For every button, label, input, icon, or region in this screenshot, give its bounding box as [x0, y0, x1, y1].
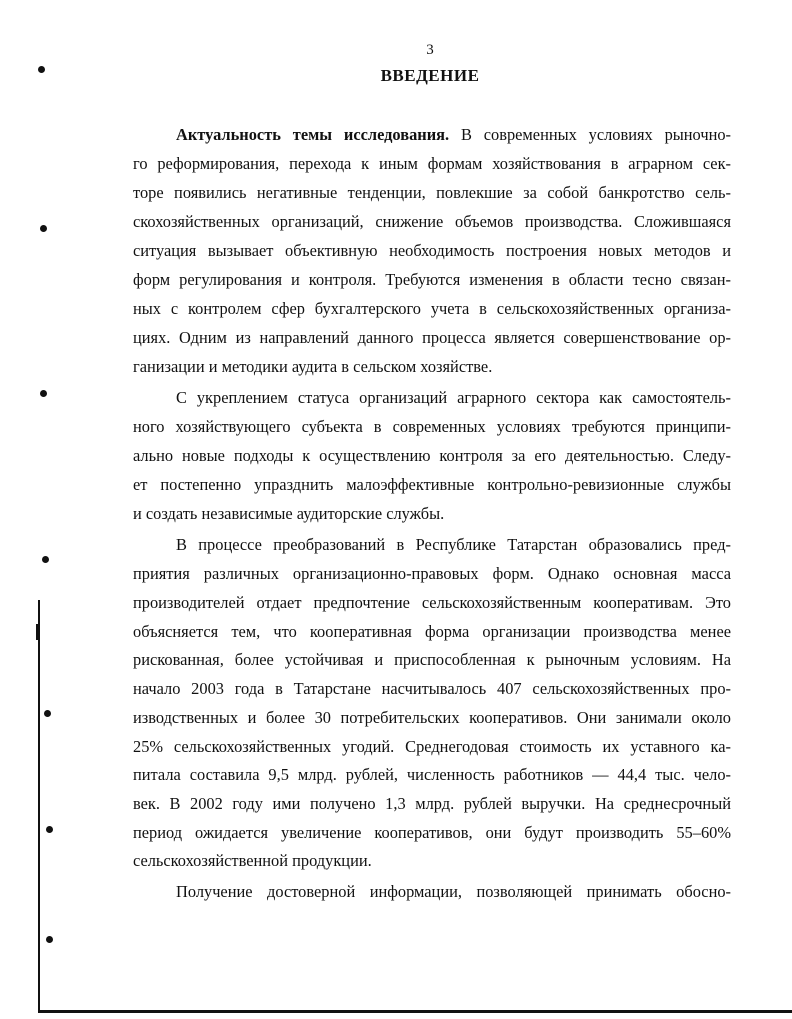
binder-hole-mark — [44, 710, 51, 717]
text-line: скохозяйственных организаций, снижение объемов производства. Сложившаяся — [133, 212, 731, 231]
binder-hole-mark — [40, 225, 47, 232]
page-title: ВВЕДЕНИЕ — [380, 66, 480, 85]
text-line: рискованная, более устойчивая и приспособленная к рыночным условиям. На — [133, 650, 731, 669]
text-line: и создать независимые аудиторские службы. — [133, 504, 445, 523]
binder-hole-mark — [46, 826, 53, 833]
text-line — [176, 123, 731, 147]
lead-phrase: Актуальность темы исследования. — [176, 125, 450, 144]
text-line: ет постепенно упразднить малоэффективные контрольно-ревизионные службы — [133, 475, 731, 494]
text-line: С укреплением статуса организаций аграрного сектора как самостоятель- — [176, 388, 731, 407]
binder-hole-mark — [46, 936, 53, 943]
text-line: сельскохозяйственной продукции. — [133, 851, 372, 870]
text-line: Получение достоверной информации, позволяющей принимать обосно- — [176, 882, 731, 901]
binder-hole-mark — [42, 556, 49, 563]
text-line: ситуация вызывает объективную необходимость построения новых методов и — [133, 241, 731, 260]
page-number: 3 — [426, 42, 434, 58]
text-line: ганизации и методики аудита в сельском хозяйстве. — [133, 357, 493, 376]
binder-hole-mark — [40, 390, 47, 397]
text-line: ных с контролем сфер бухгалтерского учета в сельскохозяйственных организа- — [133, 299, 731, 318]
text-line: питала составила 9,5 млрд. рублей, численность работников — 44,4 тыс. чело- — [133, 765, 731, 784]
text-line: период ожидается увеличение кооперативов, они будут производить 55–60% — [133, 823, 731, 842]
text-line: объясняется тем, что кооперативная форма организации производства менее — [133, 622, 731, 641]
text-line: В процессе преобразований в Республике Татарстан образовались пред- — [176, 535, 731, 554]
text-line: производителей отдает предпочтение сельскохозяйственным кооперативам. Это — [133, 593, 731, 612]
text-line: ально новые подходы к осуществлению контроля за его деятельностью. Следу- — [133, 446, 731, 465]
text-line: циях. Одним из направлений данного процесса является совершенствование ор- — [133, 328, 731, 347]
text-fragment: В современных условиях рыночно- — [460, 125, 731, 144]
text-line: ного хозяйствующего субъекта в современных условиях требуются принципи- — [133, 417, 731, 436]
text-line: 25% сельскохозяйственных угодий. Среднегодовая стоимость их уставного ка- — [133, 737, 731, 756]
left-scan-tick — [36, 624, 38, 640]
text-line: го реформирования, перехода к иным формам хозяйствования в аграрном сек- — [133, 154, 731, 173]
binder-hole-mark — [38, 66, 45, 73]
bottom-scan-border — [38, 1010, 792, 1013]
text-line: начало 2003 года в Татарстане насчитывалось 407 сельскохозяйственных про- — [133, 679, 731, 698]
text-line: форм регулирования и контроля. Требуются изменения в области тесно связан- — [133, 270, 731, 289]
left-scan-border — [38, 600, 40, 1012]
text-line: торе появились негативные тенденции, повлекшие за собой банкротство сель- — [133, 183, 731, 202]
text-line: изводственных и более 30 потребительских кооперативов. Они занимали около — [133, 708, 731, 727]
text-line: век. В 2002 году ими получено 1,3 млрд. рублей выручки. На среднесрочный — [133, 794, 731, 813]
text-line: приятия различных организационно-правовых форм. Однако основная масса — [133, 564, 731, 583]
